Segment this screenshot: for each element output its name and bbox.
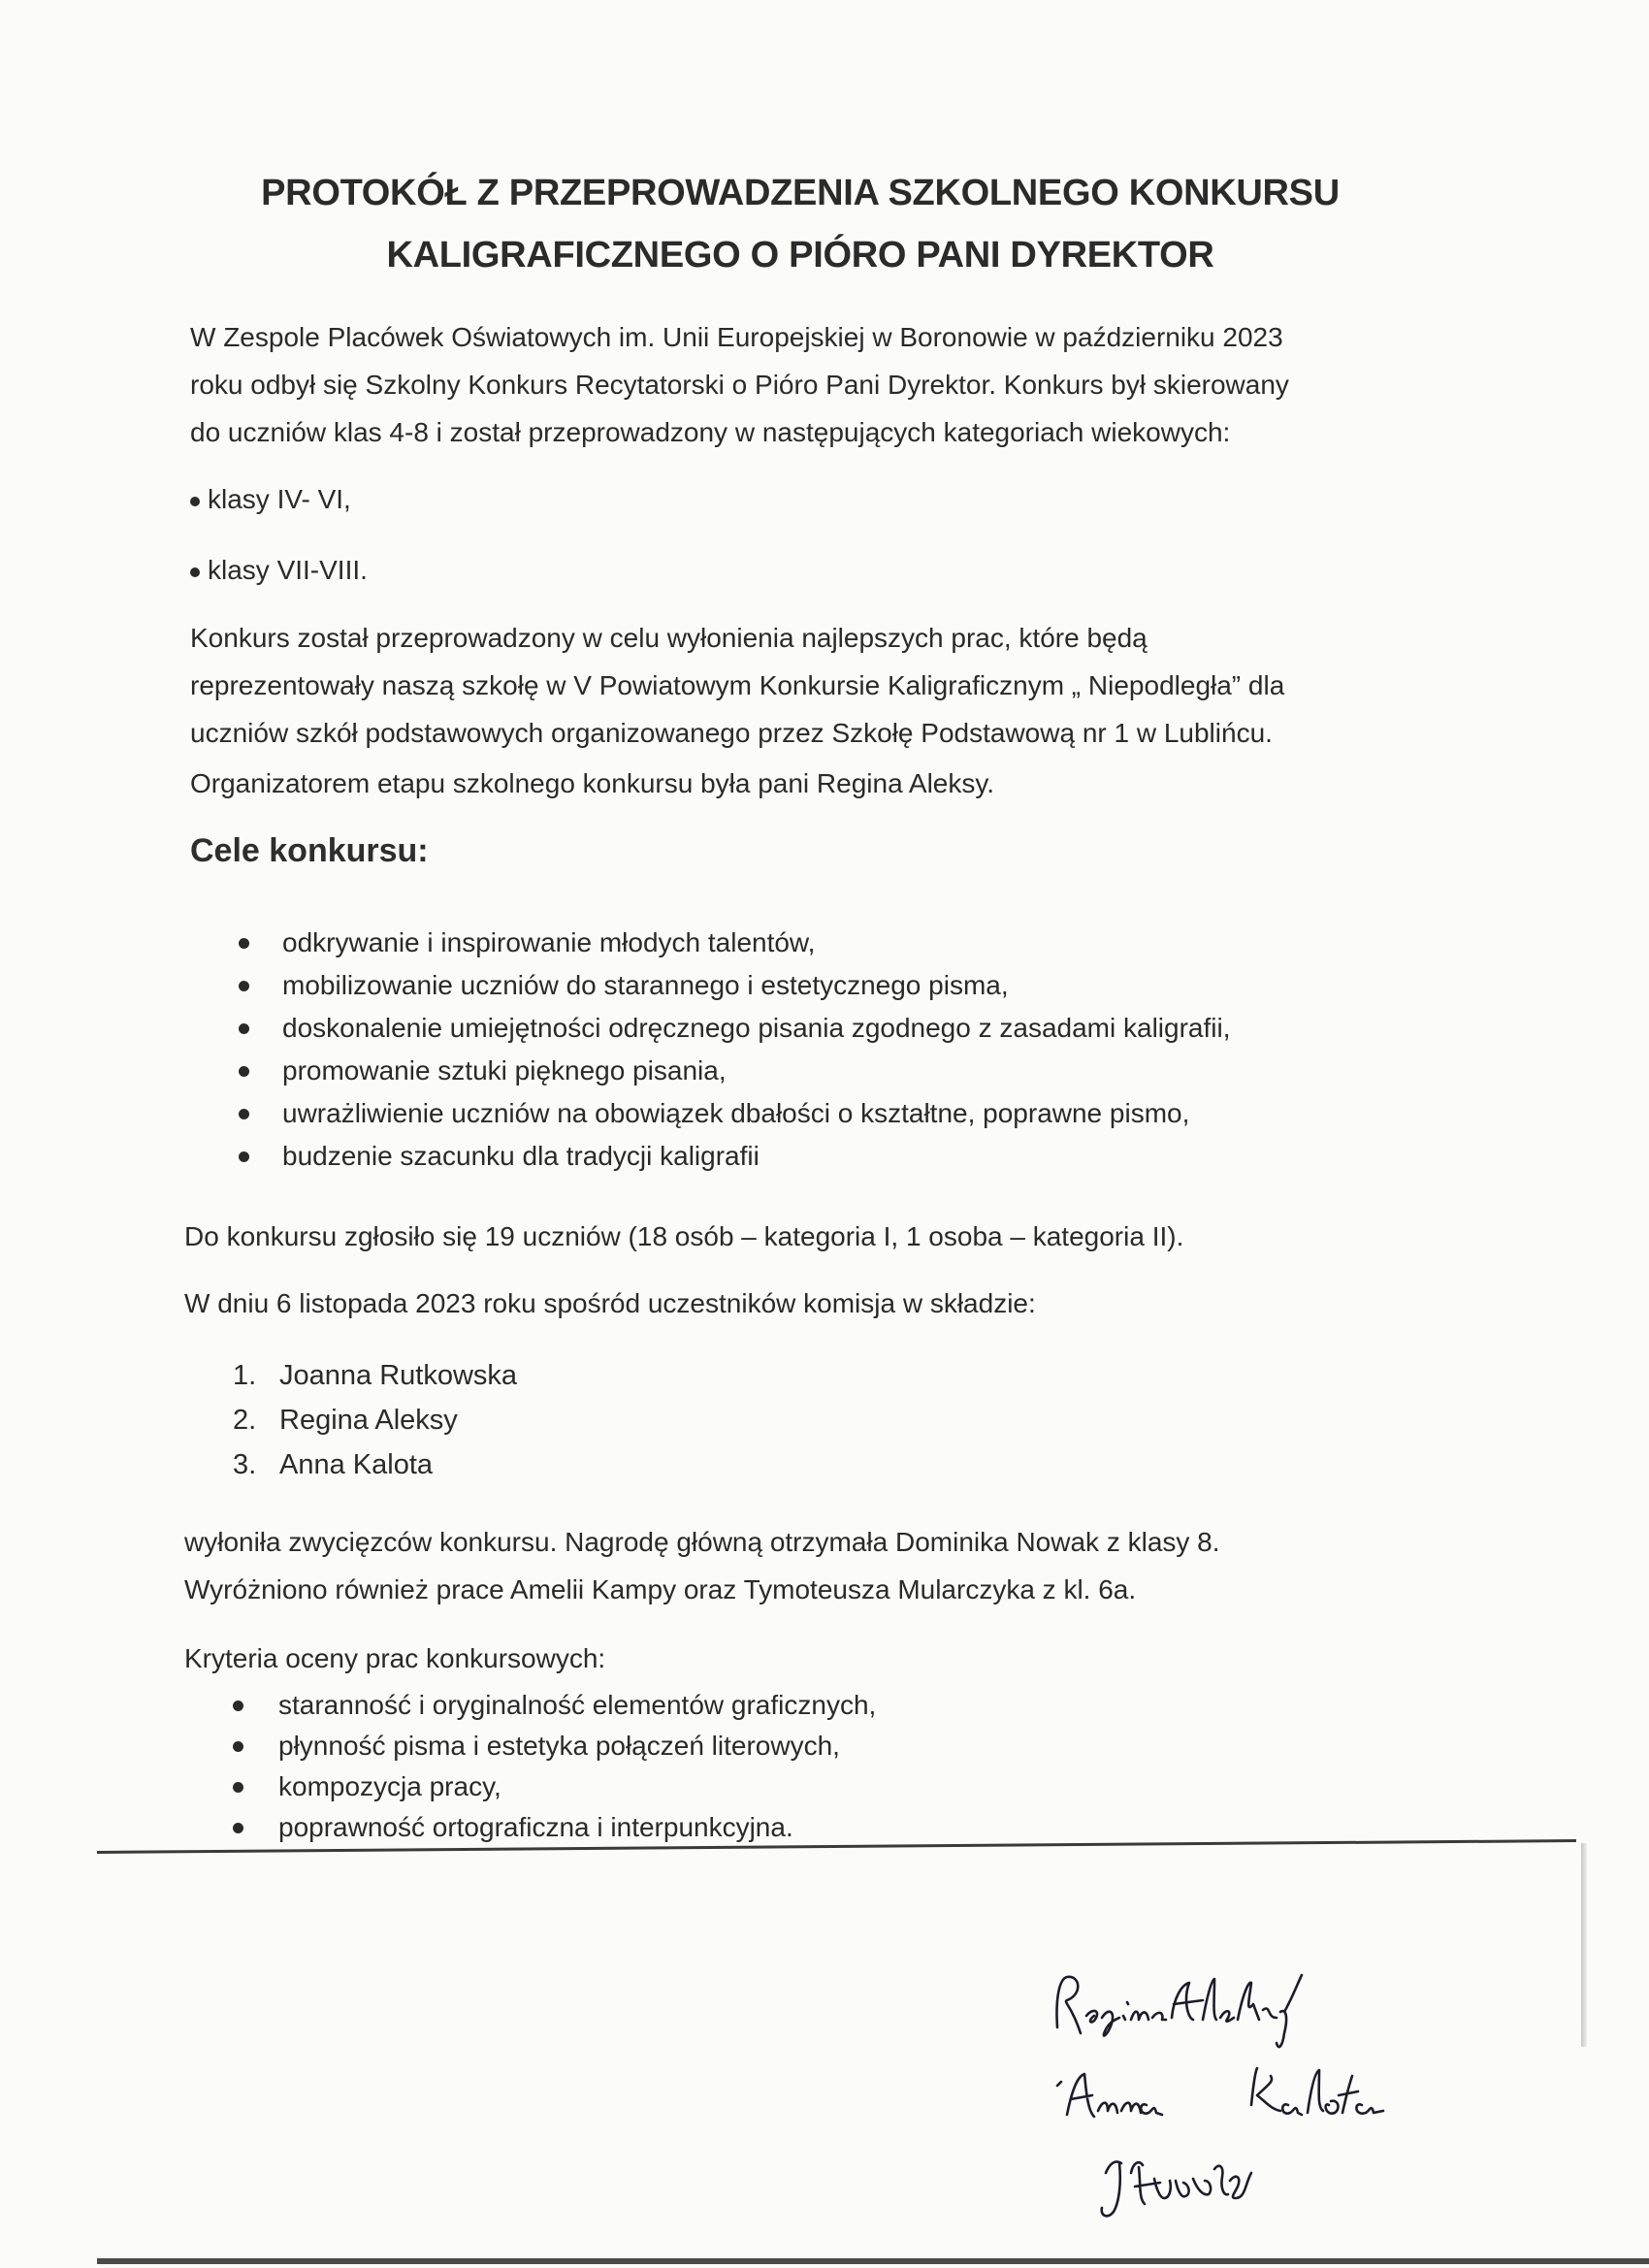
participants-paragraph: Do konkursu zgłosiło się 19 uczniów (18 osób – kategoria I, 1 osoba – kategoria II). [184, 1221, 1184, 1251]
purpose-line: uczniów szkół podstawowych organizowanego przez Szkołę Podstawową nr 1 w Lublińcu. [190, 718, 1273, 748]
intro-line: W Zespole Placówek Oświatowych im. Unii Europejskiej w Boronowie w październiku 2023 [190, 322, 1283, 352]
bullet-icon [239, 938, 249, 949]
bullet-icon [239, 1066, 249, 1077]
bullet-icon [233, 1741, 243, 1752]
intro-line: do uczniów klas 4-8 i został przeprowadzony w następujących kategoriach wiekowych: [190, 417, 1231, 447]
purpose-paragraph [190, 614, 1284, 757]
criteria-text: kompozycja pracy, [278, 1771, 501, 1801]
signature-regina-aleksy [1056, 1975, 1302, 2047]
bullet-icon [239, 1151, 249, 1162]
document-title-line-2: KALIGRAFICZNEGO O PIÓRO PANI DYREKTOR [386, 235, 1214, 275]
signature-j-rutkowska [1102, 2161, 1251, 2216]
bullet-icon [239, 1023, 249, 1034]
bottom-edge-line [97, 2258, 1649, 2264]
bullet-icon [190, 567, 200, 577]
goal-text: odkrywanie i inspirowanie młodych talentów, [282, 927, 816, 957]
bullet-icon [233, 1701, 243, 1711]
handwritten-signatures [1038, 1940, 1542, 2251]
winners-line: Wyróżniono również prace Amelii Kampy oraz Tymoteusza Mularczyka z kl. 6a. [184, 1574, 1137, 1604]
category-label: klasy VII-VIII. [208, 555, 368, 585]
goal-text: uwrażliwienie uczniów na obowiązek dbałości o kształtne, poprawne pismo, [282, 1098, 1190, 1128]
bullet-icon [239, 981, 249, 991]
category-label: klasy IV- VI, [208, 484, 351, 514]
intro-line: roku odbył się Szkolny Konkurs Recytatorski o Pióro Pani Dyrektor. Konkurs był skierowany [190, 370, 1289, 400]
committee-name: Anna Kalota [279, 1449, 434, 1480]
document-title-line-1: PROTOKÓŁ Z PRZEPROWADZENIA SZKOLNEGO KONKURSU [261, 173, 1340, 213]
organizer-paragraph: Organizatorem etapu szkolnego konkursu była pani Regina Aleksy. [190, 768, 995, 798]
committee-number: 3. [233, 1449, 257, 1480]
category-item [190, 475, 351, 523]
intro-paragraph [190, 313, 1289, 456]
criteria-text: płynność pisma i estetyka połączeń literowych, [278, 1731, 840, 1761]
goal-text: mobilizowanie uczniów do starannego i estetycznego pisma, [282, 970, 1009, 1000]
committee-number: 1. [233, 1360, 257, 1391]
purpose-line: Konkurs został przeprowadzony w celu wyłonienia najlepszych prac, które będą [190, 623, 1148, 653]
committee-intro: W dniu 6 listopada 2023 roku spośród uczestników komisja w składzie: [184, 1288, 1036, 1318]
bullet-icon [233, 1782, 243, 1793]
criteria-heading: Kryteria oceny prac konkursowych: [184, 1643, 606, 1673]
goals-heading: Cele konkursu: [190, 832, 429, 869]
criteria-text: poprawność ortograficzna i interpunkcyjna. [278, 1812, 793, 1842]
committee-number: 2. [233, 1405, 257, 1436]
goal-text: doskonalenie umiejętności odręcznego pisania zgodnego z zasadami kaligrafii, [282, 1013, 1231, 1043]
bullet-icon [239, 1109, 249, 1119]
category-item [190, 546, 368, 594]
paper-edge-shadow [1581, 1843, 1587, 2047]
goal-text: budzenie szacunku dla tradycji kaligrafii [282, 1141, 760, 1171]
bullet-icon [190, 497, 200, 506]
signature-anna-kalota [1057, 2068, 1383, 2117]
winners-line: wyłoniła zwycięzców konkursu. Nagrodę główną otrzymała Dominika Nowak z klasy 8. [184, 1527, 1220, 1557]
goal-text: promowanie sztuki pięknego pisania, [282, 1055, 727, 1085]
committee-name: Regina Aleksy [279, 1405, 458, 1436]
committee-name: Joanna Rutkowska [279, 1360, 518, 1391]
purpose-line: reprezentowały naszą szkołę w V Powiatowym Konkursie Kaligraficznym „ Niepodległa” dla [190, 670, 1285, 700]
criteria-text: staranność i oryginalność elementów graficznych, [278, 1690, 877, 1720]
winners-paragraph [184, 1518, 1220, 1613]
bullet-icon [233, 1823, 243, 1833]
